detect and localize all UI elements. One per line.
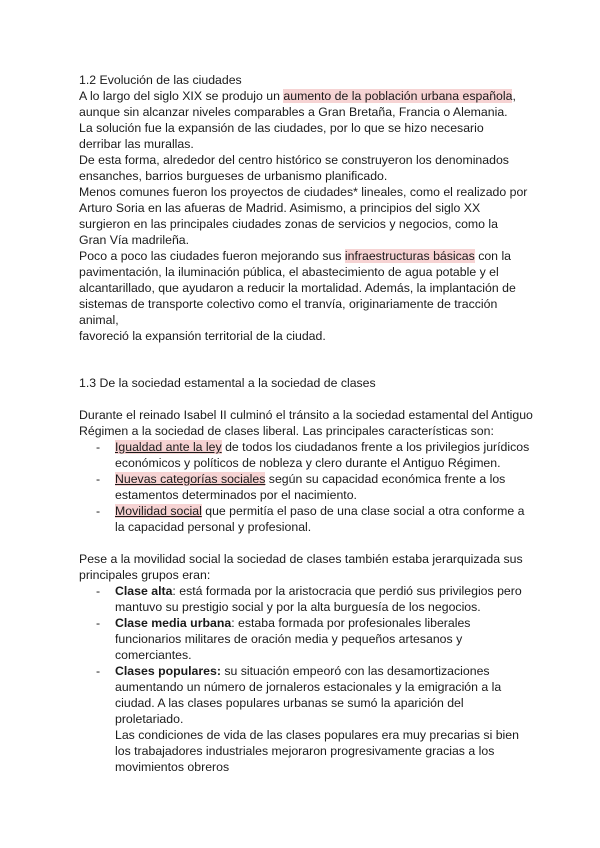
paragraph-line: Arturo Soria en las afueras de Madrid. Asimismo, a principios del siglo XX [79,201,481,215]
paragraph-line: derribar las murallas. [79,137,194,151]
list-item-line: ciudad. A las clases populares urbanas se sumó la aparición del [115,696,464,710]
term-clase-media: Clase media urbana [115,616,232,630]
list-item-line: aumentando un número de jornaleros estacionales y la emigración a la [115,680,502,694]
list-item: Nuevas categorías sociales según su capacidad económica frente a los [115,472,506,486]
paragraph-line: ensanches, barrios burgueses de urbanismo planificado. [79,169,388,183]
list-item-line: proletariado. [115,712,184,726]
paragraph-line: pavimentación, la iluminación pública, el abastecimiento de agua potable y el [79,265,499,279]
list-bullet: - [96,584,101,598]
list-item-line: los trabajadores industriales mejoraron progresivamente gracias a los [115,744,495,758]
list-item-line: movimientos obreros [115,760,230,774]
list-bullet: - [96,440,101,454]
list-item-line: funcionarios militares de oración media y pequeños artesanos y [115,632,463,646]
paragraph-line: A lo largo del siglo XIX se produjo un aumento de la población urbana española, [79,89,516,103]
paragraph-line: surgieron en las principales ciudades zonas de servicios y negocios, como la [79,217,499,231]
highlight-infrastructure: infraestructuras básicas [344,249,475,263]
list-bullet: - [96,472,101,486]
list-bullet: - [96,504,101,518]
paragraph-line: principales grupos eran: [79,568,211,582]
paragraph-line: aunque sin alcanzar niveles comparables a Gran Bretaña, Francia o Alemania. [79,105,508,119]
paragraph-line: Poco a poco las ciudades fueron mejorando sus infraestructuras básicas con la [79,249,512,263]
paragraph-line: La solución fue la expansión de las ciudades, por lo que se hizo necesario [79,121,484,135]
paragraph-line: Menos comunes fueron los proyectos de ciudades* lineales, como el realizado por [79,185,528,199]
paragraph-line: Durante el reinado Isabel II culminó el tránsito a la sociedad estamental del Antiguo [79,408,533,422]
paragraph-line: De esta forma, alrededor del centro histórico se construyeron los denominados [79,153,509,167]
list-item-line: estamentos determinados por el nacimiento. [115,488,357,502]
list-item: Clase media urbana: estaba formada por profesionales liberales [115,616,471,630]
highlight-population: aumento de la población urbana española [283,89,513,103]
term-clases-populares: Clases populares: [115,664,221,678]
paragraph-line: favoreció la expansión territorial de la ciudad. [79,329,326,343]
list-item-line: Las condiciones de vida de las clases populares era muy precarias si bien [115,728,519,742]
highlight-mobility: Movilidad social [115,504,202,518]
term-clase-alta: Clase alta [115,584,173,598]
list-item-line: la capacidad personal y profesional. [115,520,312,534]
list-item: Clases populares: su situación empeoró con las desamortizaciones [115,664,490,678]
list-bullet: - [96,616,101,630]
paragraph-line: animal, [79,313,119,327]
list-item-line: comerciantes. [115,648,192,662]
paragraph-line: Gran Vía madrileña. [79,233,190,247]
paragraph-line: Pese a la movilidad social la sociedad de clases también estaba jerarquizada sus [79,552,523,566]
list-item: Igualdad ante la ley de todos los ciudadanos frente a los privilegios jurídicos [115,440,530,454]
section-heading: 1.3 De la sociedad estamental a la sociedad de clases [79,376,376,390]
paragraph-line: alcantarillado, que ayudaron a reducir la mortalidad. Además, la implantación de [79,281,516,295]
paragraph-line: sistemas de transporte colectivo como el tranvía, originariamente de tracción [79,297,498,311]
list-item: Clase alta: está formada por la aristocracia que perdió sus privilegios pero [115,584,522,598]
section-heading: 1.2 Evolución de las ciudades [79,73,242,87]
list-item-line: mantuvo su prestigio social y por la alta burguesía de los negocios. [115,600,481,614]
list-item-line: económicos y políticos de nobleza y clero durante el Antiguo Régimen. [115,456,501,470]
list-item: Movilidad social que permitía el paso de una clase social a otra conforme a [115,504,525,518]
highlight-categories: Nuevas categorías sociales [115,472,266,486]
list-bullet: - [96,664,101,678]
highlight-equality: Igualdad ante la ley [115,440,222,454]
paragraph-line: Régimen a la sociedad de clases liberal. Las principales características son: [79,424,494,438]
